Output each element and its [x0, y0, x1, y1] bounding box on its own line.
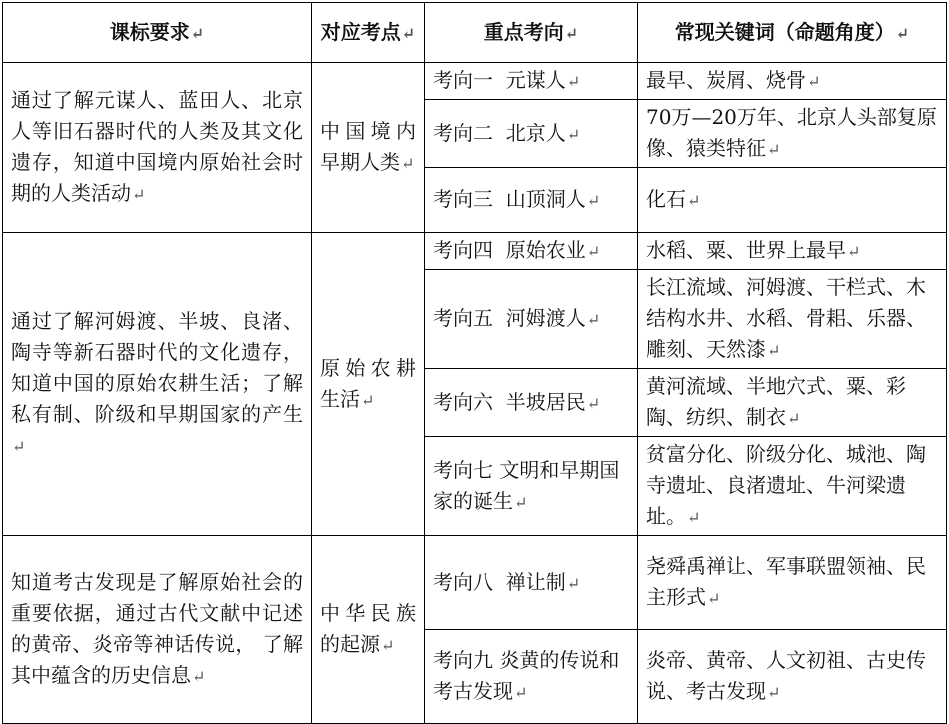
keywords-cell: 黄河流域、半地穴式、粟、彩陶、纺织、制衣↵ — [638, 369, 947, 437]
direction-cell: 考向九 炎黄的传说和考古发现↵ — [425, 630, 638, 724]
direction-cell: 考向六 半坡居民↵ — [425, 369, 638, 437]
keywords-cell: 70万—20万年、北京人头部复原像、猿类特征↵ — [638, 100, 947, 168]
direction-cell: 考向一 元谋人↵ — [425, 63, 638, 100]
direction-cell: 考向三 山顶洞人↵ — [425, 168, 638, 233]
curriculum-table — [2, 2, 947, 724]
header-topic: 对应考点↵ — [312, 3, 425, 63]
topic-cell: 原始农耕生活↵ — [312, 233, 425, 536]
header-direction: 重点考向↵ — [425, 3, 638, 63]
keywords-cell: 炎帝、黄帝、人文初祖、古史传说、考古发现↵ — [638, 630, 947, 724]
requirement-cell: 通过了解河姆渡、半坡、良渚、陶寺等新石器时代的文化遗存，知道中国的原始农耕生活；了解私有制、阶级和早期国家的产生↵ — [3, 233, 312, 536]
keywords-cell: 最早、炭屑、烧骨↵ — [638, 63, 947, 100]
keywords-cell: 尧舜禹禅让、军事联盟领袖、民主形式↵ — [638, 536, 947, 630]
table-row — [3, 233, 947, 270]
header-keywords: 常现关键词（命题角度）↵ — [638, 3, 947, 63]
topic-cell: 中国境内早期人类↵ — [312, 63, 425, 233]
direction-cell: 考向二 北京人↵ — [425, 100, 638, 168]
requirement-cell: 通过了解元谋人、蓝田人、北京人等旧石器时代的人类及其文化遗存，知道中国境内原始社会时期的人类活动↵ — [3, 63, 312, 233]
table-row — [3, 536, 947, 630]
direction-cell: 考向八 禅让制↵ — [425, 536, 638, 630]
topic-cell: 中华民族的起源↵ — [312, 536, 425, 724]
direction-cell: 考向五 河姆渡人↵ — [425, 270, 638, 369]
header-row — [3, 3, 947, 63]
header-requirement: 课标要求↵ — [3, 3, 312, 63]
direction-cell: 考向七 文明和早期国家的诞生↵ — [425, 437, 638, 536]
keywords-cell: 贫富分化、阶级分化、城池、陶寺遗址、良渚遗址、牛河梁遗址。↵ — [638, 437, 947, 536]
keywords-cell: 水稻、粟、世界上最早↵ — [638, 233, 947, 270]
direction-cell: 考向四 原始农业↵ — [425, 233, 638, 270]
keywords-cell: 化石↵ — [638, 168, 947, 233]
keywords-cell: 长江流域、河姆渡、干栏式、木结构水井、水稻、骨耜、乐器、雕刻、天然漆↵ — [638, 270, 947, 369]
table-row — [3, 63, 947, 100]
requirement-cell: 知道考古发现是了解原始社会的重要依据，通过古代文献中记述的黄帝、炎帝等神话传说， 了解其中蕴含的历史信息↵ — [3, 536, 312, 724]
